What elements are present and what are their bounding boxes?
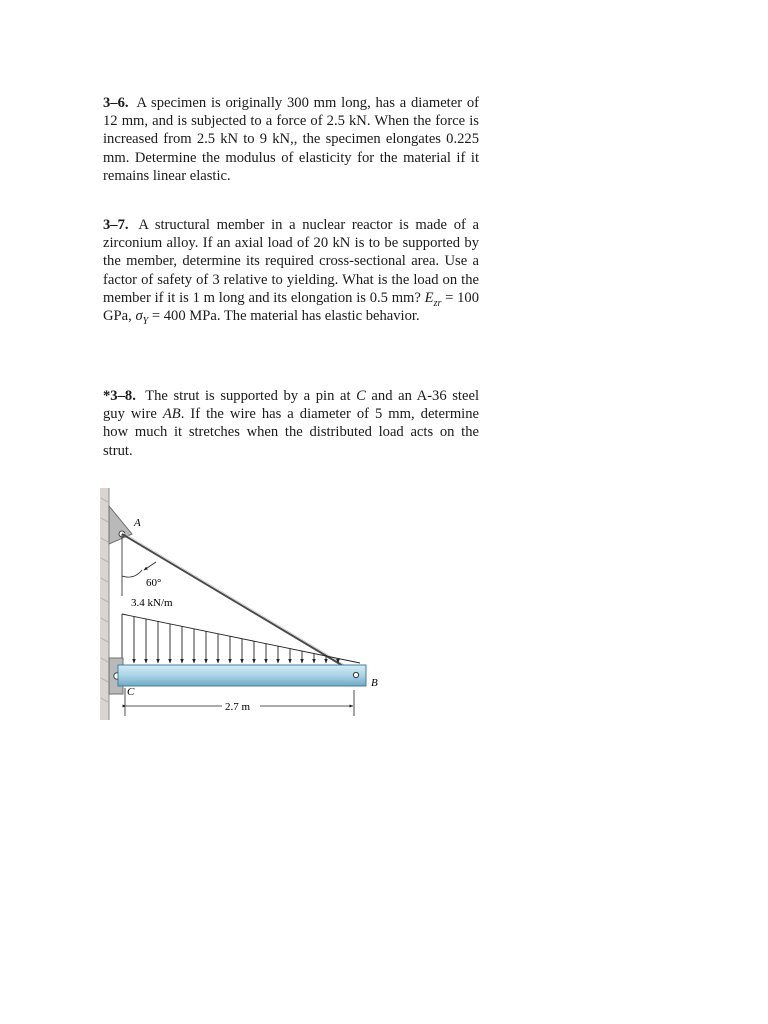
problem-text-c: . If the wire has a diameter of 5 mm, determine how much it stretches when the distributed load acts on the strut. [103,406,479,459]
strut-figure [98,486,388,726]
problem-3-7 [103,216,479,325]
wall [100,488,109,720]
problem-number: *3–8. [103,388,136,404]
label-c: C [127,686,135,698]
problem-text-part-3: = 400 MPa. The material has elastic behavior. [148,308,420,325]
label-b: B [371,677,378,689]
length-label: 2.7 m [225,701,251,713]
angle-arc [122,570,142,577]
load-label: 3.4 kN/m [131,597,173,609]
modulus-symbol: E [424,289,434,306]
point-c-ref: C [356,388,366,404]
wire-ab-ref: AB [162,406,181,423]
angle-label: 60° [146,577,162,589]
modulus-subscript: zr [433,297,442,309]
problem-number: 3–7. [103,217,129,233]
yield-stress-symbol: σ [135,308,143,325]
strut [118,665,366,686]
problem-text: A specimen is originally 300 mm long, has a diameter of 12 mm, and is subjected to a force of 2.5 kN. When the force is increased from 2.5 kN to 9 kN,, the specimen elongates 0.225 mm. Determine the modulus of elasticity for the material if it remains linear elastic. [103,95,479,184]
problem-text-a: The strut is supported by a pin at [145,388,357,404]
problem-text-part-1: A structural member in a nuclear reactor is made of a zirconium alloy. If an axial load of 20 kN is to be supported by the member, determine its required cross-sectional area. Use a factor of safety of 3 relative to yielding. What is the load on the member if it is 1 m long and its elongation is 0.5 mm? [103,217,480,306]
distributed-load [122,614,360,663]
yield-stress-subscript: Y [142,315,149,327]
label-a: A [134,517,141,529]
problem-text-part-2: = 100 GPa, [103,289,479,325]
angle-leader [144,562,156,570]
pin-b [353,672,358,677]
problem-3-6 [103,94,479,185]
problem-number: 3–6. [103,95,129,111]
problem-3-8 [103,387,479,460]
problem-text-b: and an A-36 steel guy wire [103,388,479,423]
